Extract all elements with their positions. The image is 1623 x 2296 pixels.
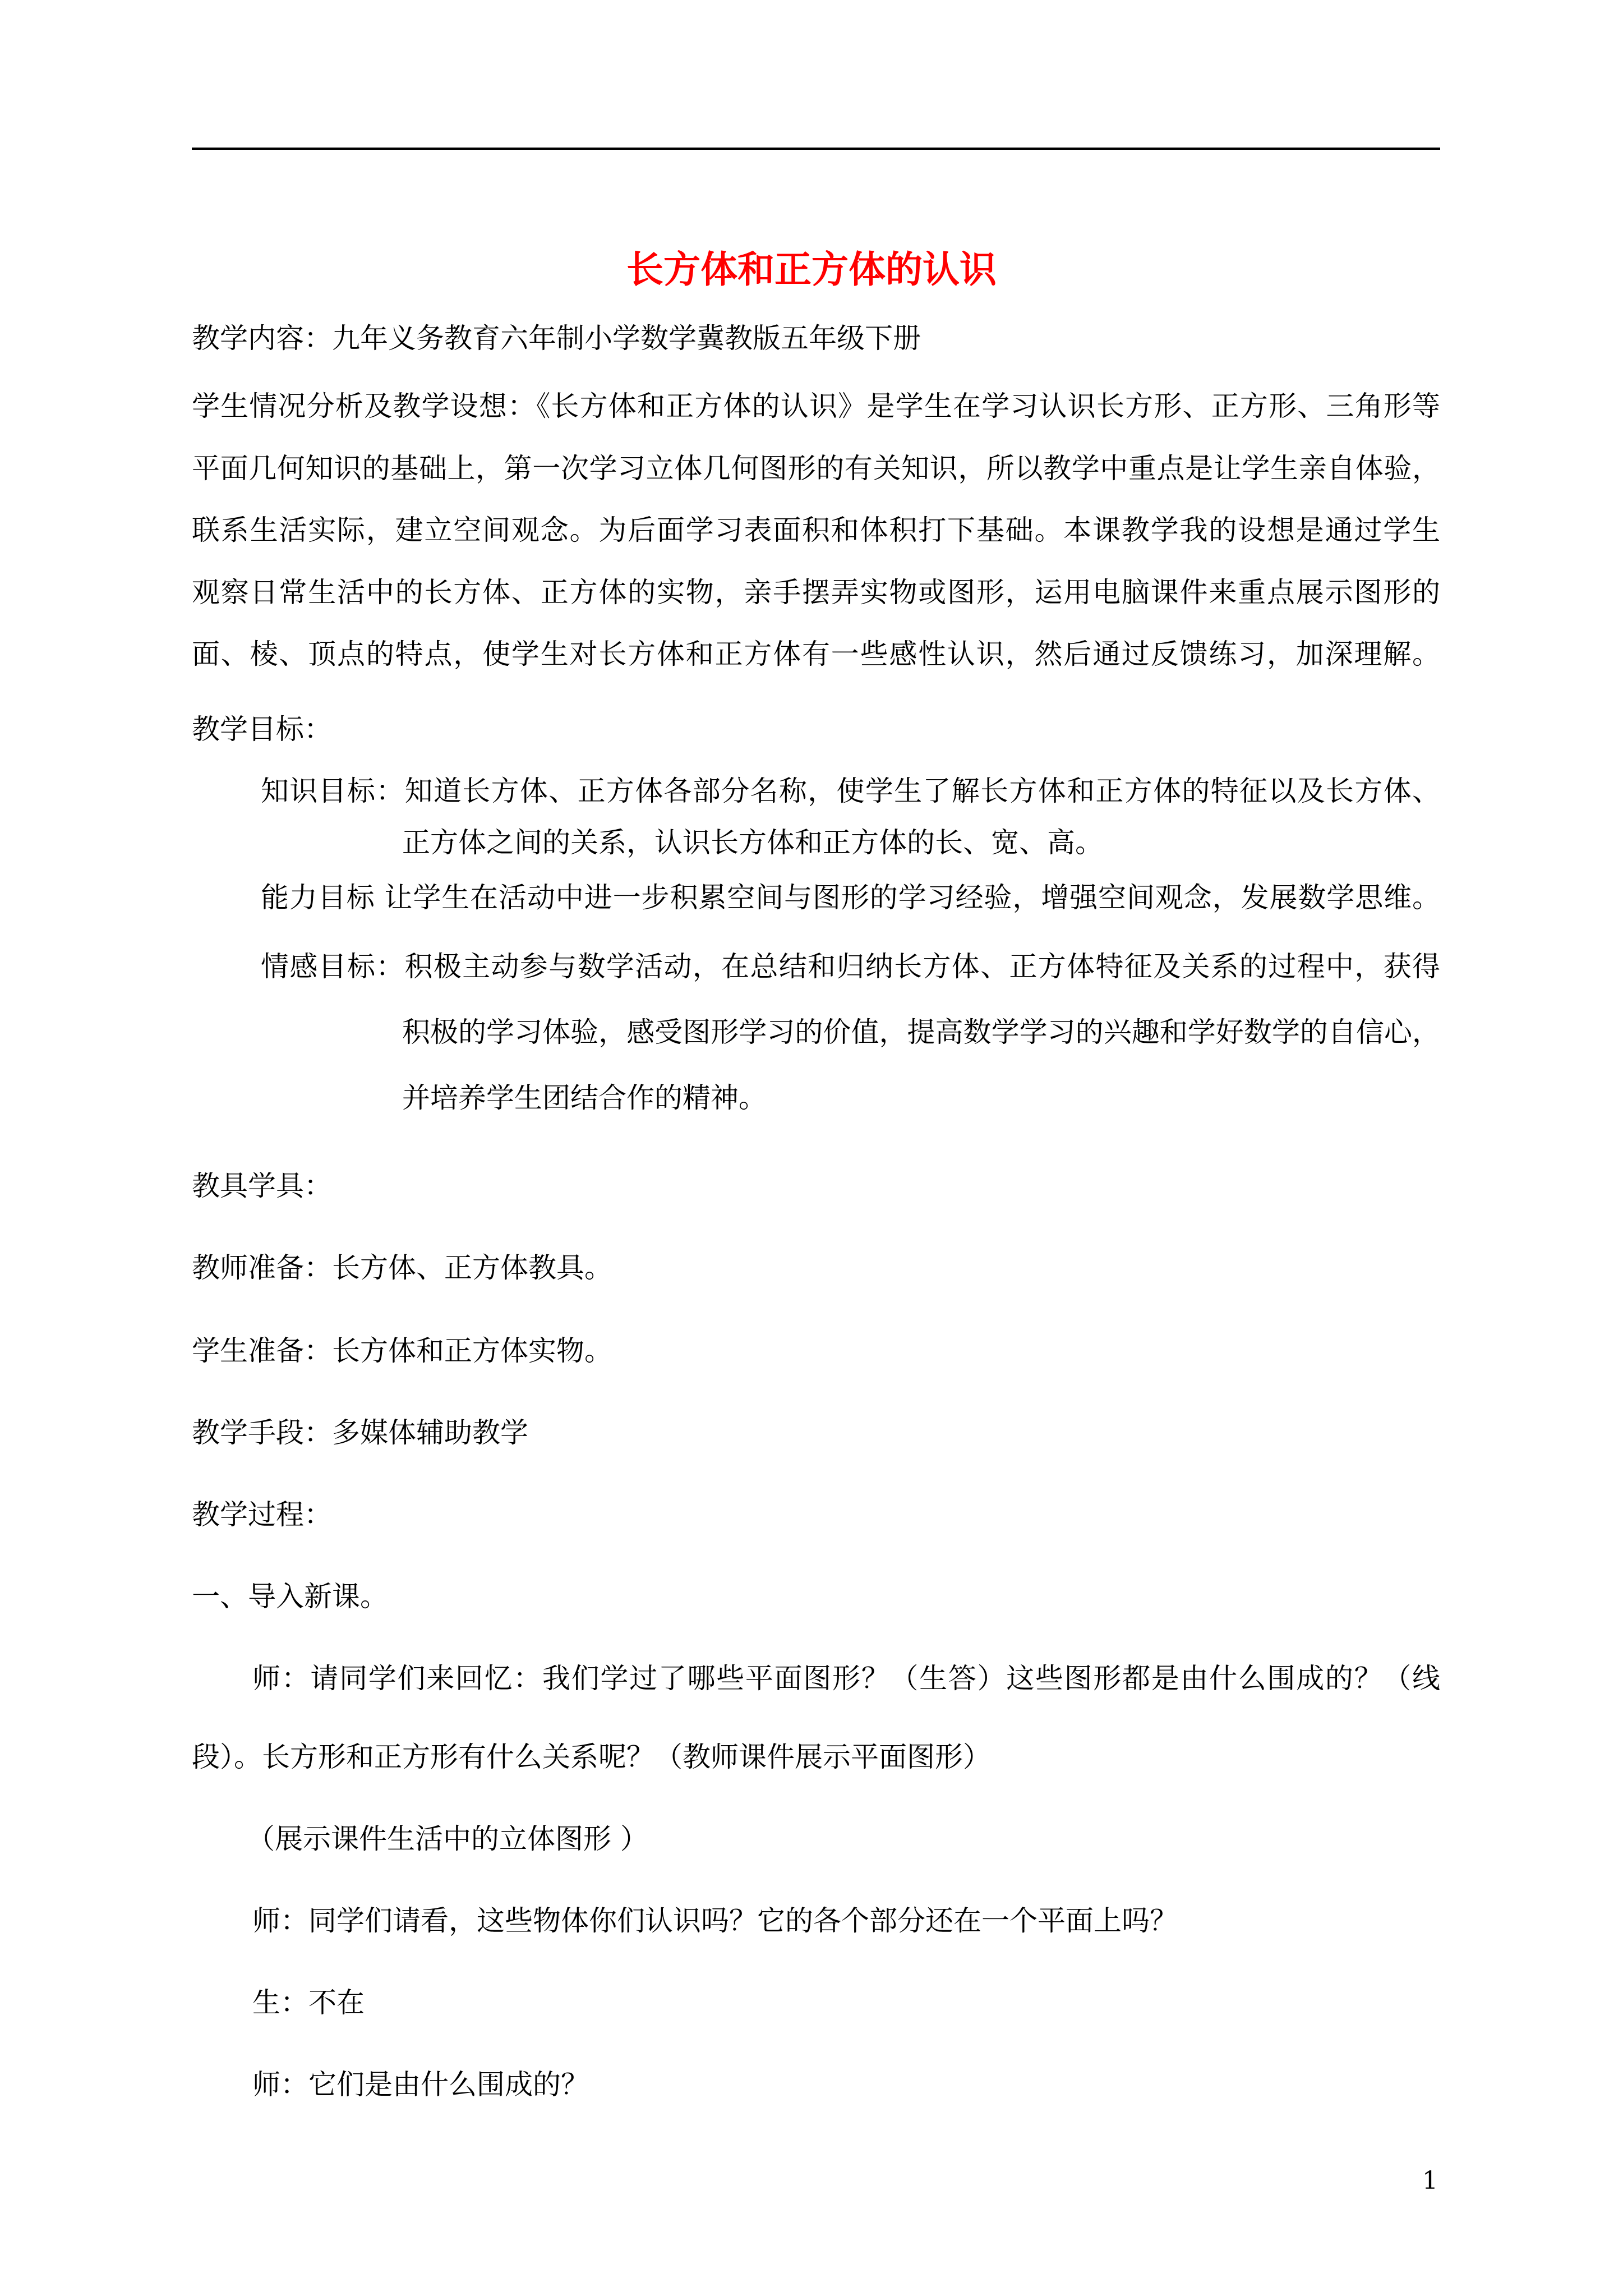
student-prep: 学生准备：长方体和正方体实物。 — [192, 1335, 612, 1367]
emotion-goal-line-1: 情感目标：积极主动参与数学活动，在总结和归纳长方体、正方体特征及关系的过程中，获得 — [261, 950, 1440, 983]
ability-goal: 能力目标 让学生在活动中进一步积累空间与图形的学习经验，增强空间观念，发展数学思维。 — [261, 881, 1440, 914]
analysis-line-3: 联系生活实际，建立空间观念。为后面学习表面积和体积打下基础。本课教学我的设想是通过学生 — [192, 514, 1440, 546]
knowledge-goal-line-1: 知识目标：知道长方体、正方体各部分名称，使学生了解长方体和正方体的特征以及长方体、 — [261, 775, 1440, 807]
dialogue-line-1: 师：请同学们来回忆：我们学过了哪些平面图形？（生答）这些图形都是由什么围成的？（线 — [252, 1662, 1440, 1695]
dialogue-line-6: 师：它们是由什么围成的？ — [252, 2068, 589, 2101]
teaching-means: 教学手段：多媒体辅助教学 — [192, 1416, 528, 1449]
analysis-line-4: 观察日常生活中的长方体、正方体的实物，亲手摆弄实物或图形，运用电脑课件来重点展示图形的 — [192, 576, 1440, 609]
header-rule — [192, 148, 1440, 150]
analysis-line-1: 学生情况分析及教学设想：《长方体和正方体的认识》是学生在学习认识长方形、正方形、三角形等 — [192, 390, 1440, 422]
process-heading: 教学过程： — [192, 1498, 332, 1531]
knowledge-goal-line-2: 正方体之间的关系，认识长方体和正方体的长、宽、高。 — [402, 826, 1103, 859]
dialogue-line-2: 段）。长方形和正方形有什么关系呢？（教师课件展示平面图形） — [192, 1741, 991, 1773]
teacher-prep: 教师准备：长方体、正方体教具。 — [192, 1251, 612, 1284]
section-one-heading: 一、导入新课。 — [192, 1580, 388, 1613]
tools-heading: 教具学具： — [192, 1170, 332, 1202]
page-number: 1 — [1422, 2166, 1438, 2195]
dialogue-line-5: 生：不在 — [252, 1986, 365, 2019]
goals-heading: 教学目标： — [192, 713, 332, 746]
teaching-content: 教学内容：九年义务教育六年制小学数学冀教版五年级下册 — [192, 322, 921, 355]
document-title: 长方体和正方体的认识 — [626, 247, 997, 291]
dialogue-line-4: 师：同学们请看，这些物体你们认识吗？它的各个部分还在一个平面上吗？ — [252, 1904, 1178, 1937]
emotion-goal-line-3: 并培养学生团结合作的精神。 — [402, 1082, 767, 1114]
analysis-line-5: 面、棱、顶点的特点，使学生对长方体和正方体有一些感性认识，然后通过反馈练习，加深理解。 — [192, 638, 1440, 670]
dialogue-line-3: （展示课件生活中的立体图形 ） — [247, 1823, 648, 1855]
emotion-goal-line-2: 积极的学习体验，感受图形学习的价值，提高数学学习的兴趣和学好数学的自信心， — [402, 1016, 1440, 1048]
analysis-line-2: 平面几何知识的基础上，第一次学习立体几何图形的有关知识，所以教学中重点是让学生亲自体验， — [192, 452, 1440, 485]
